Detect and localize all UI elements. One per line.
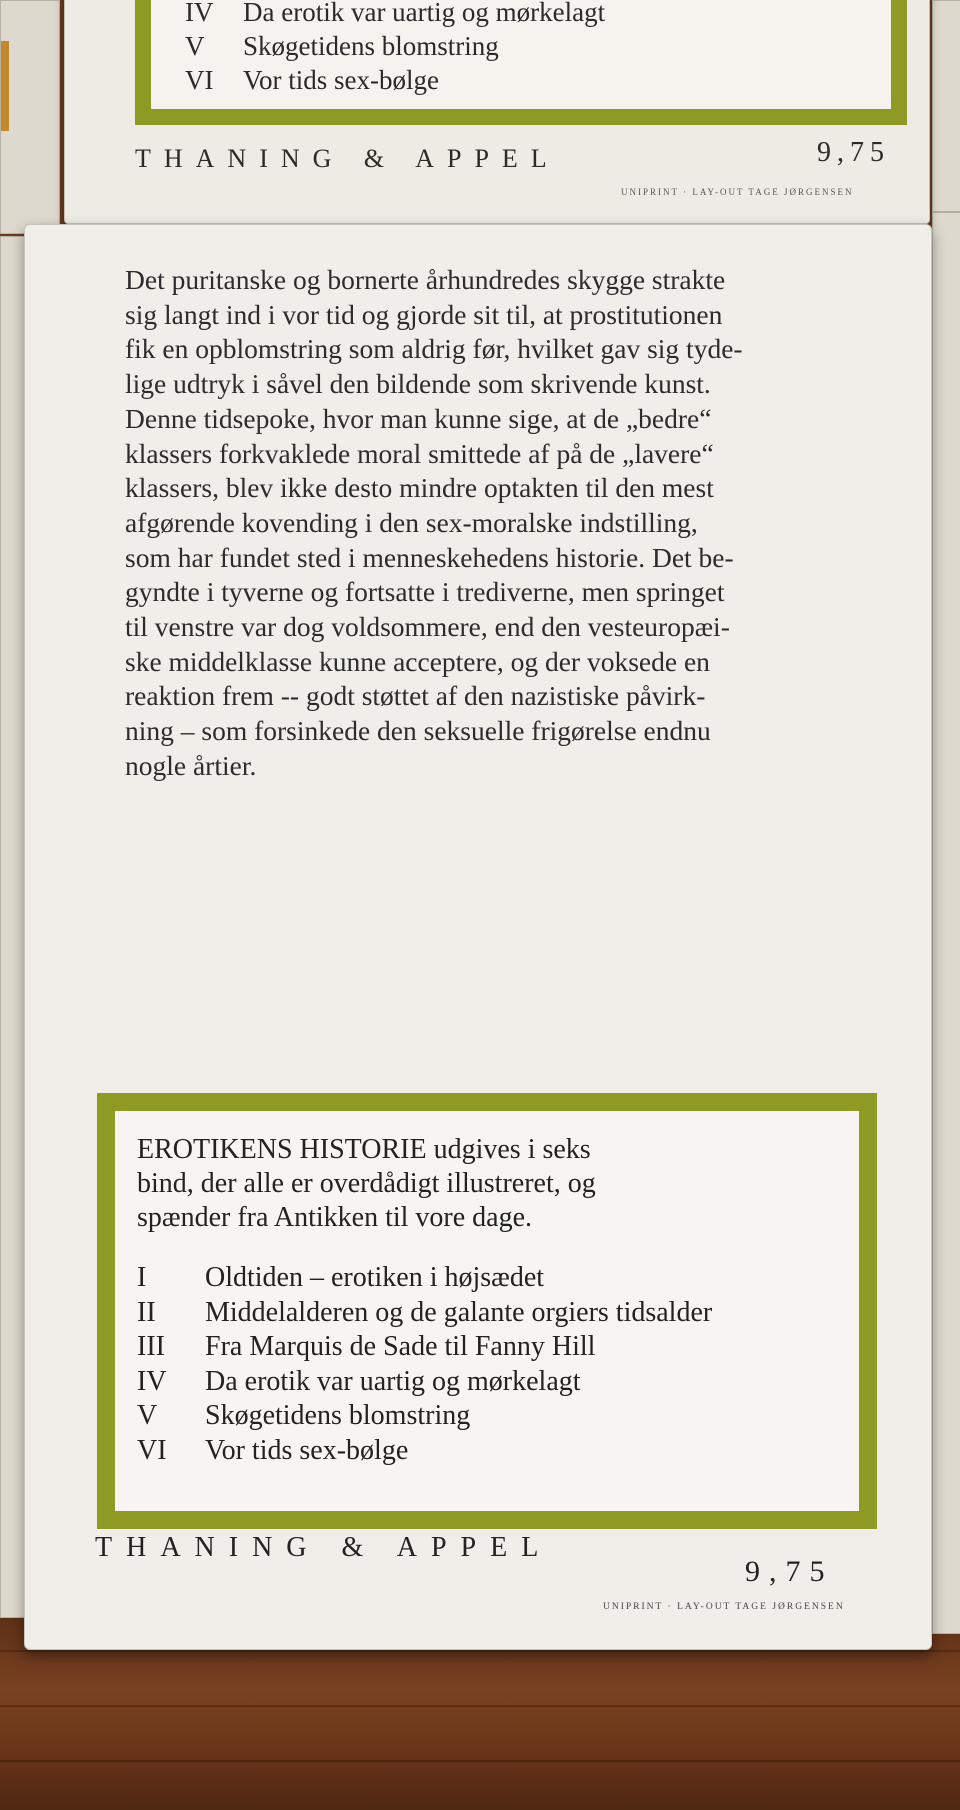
blurb-line: lige udtryk i såvel den bildende som skrivende kunst.: [125, 368, 711, 400]
blurb-line: fik en opblomstring som aldrig før, hvilket gav sig tyde-: [125, 333, 743, 365]
volume-title: Skøgetidens blomstring: [243, 31, 499, 61]
blurb-line: til venstre var dog voldsommere, end den vesteuropæi-: [125, 611, 730, 643]
top-book-back-cover: [64, 0, 930, 224]
volume-title: Vor tids sex-bølge: [243, 65, 439, 95]
print-credits: UNIPRINT · LAY-OUT TAGE JØRGENSEN: [603, 1602, 845, 1612]
top-series-box: [135, 0, 907, 125]
volume-item: [137, 1261, 712, 1296]
volume-numeral: II: [137, 1296, 156, 1328]
volume-numeral: V: [137, 1400, 158, 1431]
top-publisher-name: THANING & APPEL: [135, 144, 560, 173]
blurb-line: afgørende kovending i den sex-moralske indstilling,: [125, 506, 698, 538]
volume-numeral: IV: [137, 1365, 167, 1397]
volume-title: Skøgetidens blomstring: [205, 1400, 471, 1431]
blurb-line: Denne tidsepoke, hvor man kunne sige, at de „bedre“: [125, 402, 712, 434]
volume-title: Da erotik var uartig og mørkelagt: [205, 1365, 581, 1397]
top-volume-item: [185, 29, 605, 63]
volume-title: Oldtiden – erotiken i højsædet: [205, 1262, 545, 1293]
blurb-line: klassers forkvaklede moral smittede af på de „lavere“: [125, 437, 714, 469]
volume-item: [137, 1434, 712, 1469]
series-box: [97, 1093, 877, 1529]
wood-grain-line: [0, 1760, 960, 1762]
top-volume-list: [185, 0, 605, 97]
blurb-line: gyndte i tyverne og fortsatte i trediverne, men springet: [125, 576, 725, 608]
price: 9,75: [745, 1555, 834, 1588]
orange-cover-stripe: [1, 41, 9, 131]
right-neighbor-book-bottom: [932, 212, 960, 1634]
series-intro: [137, 1133, 797, 1235]
top-volume-item: [185, 63, 605, 97]
volume-numeral: I: [137, 1262, 147, 1293]
volume-numeral: III: [137, 1331, 165, 1362]
volume-item: [137, 1399, 712, 1434]
blurb-line: ske middelklasse kunne acceptere, og der voksede en: [125, 645, 710, 677]
volume-title: Vor tids sex-bølge: [205, 1434, 409, 1466]
volume-title: Fra Marquis de Sade til Fanny Hill: [205, 1331, 596, 1362]
left-neighbor-book-top: [0, 0, 60, 234]
right-neighbor-book-top: [932, 0, 960, 212]
top-volume-item: [185, 0, 605, 29]
blurb-line: Det puritanske og bornerte århundredes skygge strakte: [125, 264, 726, 295]
series-intro-line: bind, der alle er overdådigt illustreret, og: [137, 1168, 596, 1199]
volume-numeral: VI: [137, 1434, 167, 1466]
blurb-line: nogle årtier.: [125, 749, 257, 781]
volume-list: [137, 1261, 712, 1468]
blurb-line: som har fundet sted i menneskehedens historie. Det be-: [125, 541, 734, 573]
volume-numeral: VI: [185, 65, 214, 95]
wood-grain-line: [0, 1705, 960, 1707]
series-intro-line: spænder fra Antikken til vore dage.: [137, 1202, 533, 1233]
blurb-line: klassers, blev ikke desto mindre optakten til den mest: [125, 472, 714, 504]
blurb-line: reaktion frem -- godt støttet af den nazistiske påvirk-: [125, 680, 706, 712]
volume-title: Middelalderen og de galante orgiers tidsalder: [205, 1296, 713, 1328]
volume-item: [137, 1296, 712, 1331]
volume-item: [137, 1330, 712, 1365]
volume-numeral: V: [185, 31, 205, 61]
publisher-name: THANING & APPEL: [95, 1532, 553, 1563]
wood-grain-line: [0, 1650, 960, 1652]
top-price: 9,75: [817, 137, 890, 168]
blurb-line: sig langt ind i vor tid og gjorde sit til, at prostitutionen: [125, 298, 723, 330]
volume-title: Da erotik var uartig og mørkelagt: [243, 0, 606, 27]
blurb-text: [125, 263, 910, 784]
volume-item: [137, 1365, 712, 1400]
blurb-line: ning – som forsinkede den seksuelle frigørelse endnu: [125, 715, 711, 747]
top-print-credits: UNIPRINT · LAY-OUT TAGE JØRGENSEN: [621, 187, 854, 197]
series-intro-line: EROTIKENS HISTORIE udgives i seks: [137, 1134, 591, 1165]
main-book-back-cover: [24, 224, 932, 1650]
volume-numeral: IV: [185, 0, 214, 27]
